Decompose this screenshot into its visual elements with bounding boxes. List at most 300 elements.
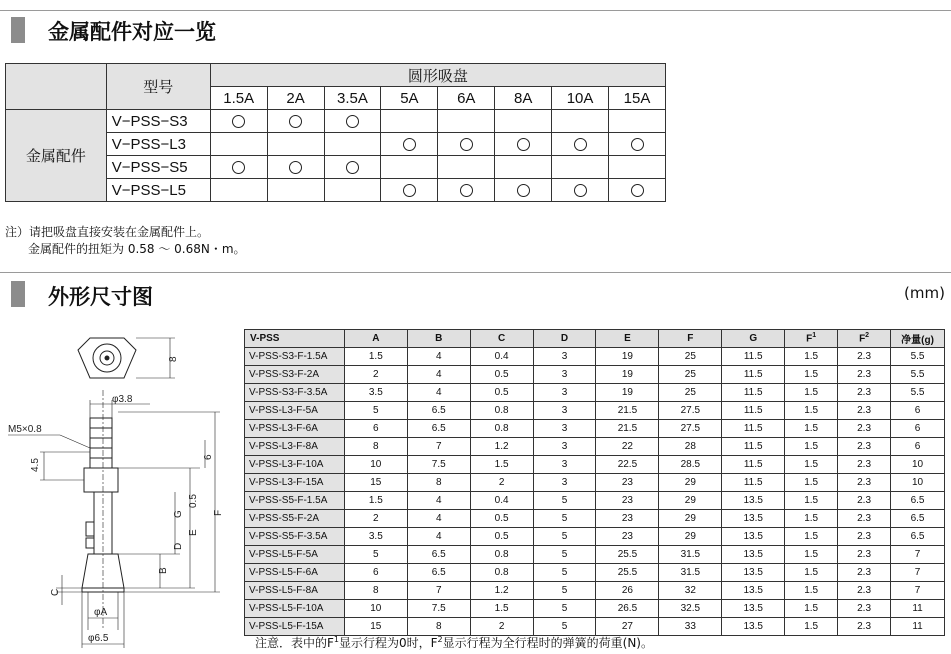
dimension-value: 15: [344, 618, 407, 636]
dimension-value: 1.5: [785, 384, 838, 402]
dimension-value: 28: [659, 438, 722, 456]
compatible-mark-icon: [403, 184, 416, 197]
dimension-value: 2.3: [838, 420, 891, 438]
dimension-value: 2.3: [838, 384, 891, 402]
dimension-header-label: F: [859, 333, 866, 345]
dimension-value: 8: [407, 618, 470, 636]
compat-cell: [324, 179, 381, 202]
dimension-header: [533, 330, 596, 348]
model-code: V-PSS-L3-F-15A: [245, 474, 345, 492]
compat-cell: [552, 156, 609, 179]
dimension-value: 27.5: [659, 420, 722, 438]
dimension-value: 0.8: [470, 420, 533, 438]
label-dim-05: 0.5: [188, 494, 199, 508]
dimension-value: 22.5: [596, 456, 659, 474]
label-d: D: [173, 542, 184, 550]
group-header: 圆形吸盘: [210, 64, 665, 87]
model-code: V-PSS-L5-F-8A: [245, 582, 345, 600]
dimension-value: 25: [659, 384, 722, 402]
dimension-value: 1.5: [785, 528, 838, 546]
dimension-header-label: F: [806, 333, 813, 345]
dimension-header: [722, 330, 785, 348]
size-header: 6A: [438, 87, 495, 110]
dimension-value: 25: [659, 366, 722, 384]
dimension-value: 1.5: [785, 474, 838, 492]
compatible-mark-icon: [232, 115, 245, 128]
dimension-value: 25.5: [596, 546, 659, 564]
dimension-value: 5: [344, 402, 407, 420]
dimension-value: 25: [659, 348, 722, 366]
model-code: V-PSS-S5-F-2A: [245, 510, 345, 528]
compat-cell: [438, 179, 495, 202]
label-dia-top: φ3.8: [112, 394, 133, 405]
size-header: 5A: [381, 87, 438, 110]
dimension-value: 6: [891, 438, 945, 456]
label-dim-6: 6: [203, 454, 214, 460]
dimension-value: 1.5: [785, 366, 838, 384]
dimension-value: 28.5: [659, 456, 722, 474]
dimension-value: 4: [407, 492, 470, 510]
label-dia-bottom: φ6.5: [88, 633, 109, 644]
dimension-value: 13.5: [722, 528, 785, 546]
compat-cell: [609, 156, 666, 179]
compatible-mark-icon: [346, 115, 359, 128]
compatible-mark-icon: [631, 184, 644, 197]
fitting-code: V−PSS−S5: [106, 156, 210, 179]
dimension-row: [245, 510, 945, 528]
dimension-row: [245, 600, 945, 618]
label-dia-a: φA: [94, 607, 108, 618]
dimension-value: 13.5: [722, 564, 785, 582]
unit-label: (mm): [904, 284, 945, 302]
label-thread: M5×0.8: [8, 424, 42, 435]
dimension-value: 1.5: [344, 348, 407, 366]
section2-title: 外形尺寸图: [48, 285, 153, 309]
dimension-value: 6.5: [407, 420, 470, 438]
compatible-mark-icon: [460, 184, 473, 197]
dimension-value: 21.5: [596, 420, 659, 438]
dimension-value: 5: [533, 510, 596, 528]
compat-cell: [438, 156, 495, 179]
dimension-header: [344, 330, 407, 348]
dimension-header-label: V-PSS: [250, 333, 280, 344]
dimension-value: 31.5: [659, 564, 722, 582]
compat-cell: [381, 156, 438, 179]
label-hex: 8: [168, 356, 179, 362]
dimension-value: 1.5: [470, 456, 533, 474]
dimension-value: 8: [344, 582, 407, 600]
fitting-code: V−PSS−L3: [106, 133, 210, 156]
dimension-value: 8: [407, 474, 470, 492]
dimension-value: 23: [596, 492, 659, 510]
compat-cell: [609, 179, 666, 202]
model-code: V-PSS-L3-F-8A: [245, 438, 345, 456]
size-header: 10A: [552, 87, 609, 110]
dimension-value: 32: [659, 582, 722, 600]
dimension-value: 3: [533, 420, 596, 438]
section1-rule: [0, 10, 951, 11]
dimension-value: 1.5: [470, 600, 533, 618]
model-code: V-PSS-L3-F-6A: [245, 420, 345, 438]
dimension-header: [838, 330, 891, 348]
dimension-value: 6.5: [407, 546, 470, 564]
dimension-value: 1.5: [785, 402, 838, 420]
dimension-row: [245, 564, 945, 582]
dimension-value: 4: [407, 366, 470, 384]
dimension-value: 2.3: [838, 402, 891, 420]
compatible-mark-icon: [631, 138, 644, 151]
dimension-value: 13.5: [722, 492, 785, 510]
dimension-value: 5: [344, 546, 407, 564]
dimension-value: 1.5: [785, 510, 838, 528]
size-header: 8A: [495, 87, 552, 110]
dimension-value: 29: [659, 528, 722, 546]
dimension-value: 5: [533, 582, 596, 600]
compat-cell: [324, 110, 381, 133]
dimension-value: 13.5: [722, 510, 785, 528]
dimension-value: 3.5: [344, 528, 407, 546]
dimension-value: 6: [891, 402, 945, 420]
compat-cell: [552, 110, 609, 133]
compat-cell: [267, 179, 324, 202]
compat-cell: [210, 179, 267, 202]
dimension-value: 2.3: [838, 618, 891, 636]
dimension-header-label: A: [372, 333, 380, 344]
dimension-value: 0.4: [470, 492, 533, 510]
dimension-header-sup: 1: [812, 332, 817, 340]
footnote: [255, 634, 653, 651]
dimension-value: 2: [344, 366, 407, 384]
dimension-value: 1.5: [785, 582, 838, 600]
dimension-value: 5: [533, 564, 596, 582]
dimension-value: 1.2: [470, 582, 533, 600]
model-code: V-PSS-L5-F-15A: [245, 618, 345, 636]
dimension-value: 19: [596, 366, 659, 384]
compatible-mark-icon: [517, 184, 530, 197]
compat-cell: [210, 110, 267, 133]
dimension-value: 1.5: [785, 492, 838, 510]
dimension-value: 3: [533, 348, 596, 366]
dimension-value: 5.5: [891, 366, 945, 384]
dimension-header: [891, 330, 945, 348]
dimension-value: 29: [659, 492, 722, 510]
dimension-value: 5.5: [891, 348, 945, 366]
section2-rule: [0, 272, 951, 273]
model-code: V-PSS-S3-F-1.5A: [245, 348, 345, 366]
dimension-value: 2.3: [838, 582, 891, 600]
dimension-value: 11.5: [722, 474, 785, 492]
compatible-mark-icon: [346, 161, 359, 174]
dimension-value: 11.5: [722, 402, 785, 420]
compatible-mark-icon: [574, 138, 587, 151]
dimension-value: 1.5: [785, 564, 838, 582]
dimension-value: 26.5: [596, 600, 659, 618]
dimension-header-label: 净量(g): [901, 335, 934, 346]
dimension-value: 6.5: [407, 402, 470, 420]
dimension-value: 0.5: [470, 510, 533, 528]
label-f: F: [213, 509, 224, 516]
dimension-value: 3: [533, 438, 596, 456]
dimension-value: 0.5: [470, 384, 533, 402]
dimension-value: 2.3: [838, 564, 891, 582]
compat-cell: [438, 110, 495, 133]
dimension-value: 6.5: [407, 564, 470, 582]
compat-cell: [381, 133, 438, 156]
dimension-value: 0.5: [470, 366, 533, 384]
dimension-value: 22: [596, 438, 659, 456]
model-code: V-PSS-L5-F-6A: [245, 564, 345, 582]
dimension-value: 7: [407, 438, 470, 456]
compat-cell: [438, 133, 495, 156]
model-code: V-PSS-S5-F-1.5A: [245, 492, 345, 510]
dimension-value: 11.5: [722, 420, 785, 438]
dimension-row: [245, 618, 945, 636]
section1-marker: [11, 17, 25, 43]
dimension-value: 6: [344, 420, 407, 438]
compat-cell: [381, 179, 438, 202]
dimension-header: [407, 330, 470, 348]
dimension-value: 7.5: [407, 600, 470, 618]
dimension-header-label: B: [435, 333, 443, 344]
dimension-row: [245, 402, 945, 420]
dimension-value: 33: [659, 618, 722, 636]
dimension-row: [245, 384, 945, 402]
model-code: V-PSS-L3-F-5A: [245, 402, 345, 420]
compatible-mark-icon: [574, 184, 587, 197]
dimension-header-label: F: [687, 333, 694, 344]
compatible-mark-icon: [289, 115, 302, 128]
dimension-value: 5: [533, 600, 596, 618]
dimension-value: 27: [596, 618, 659, 636]
dimension-value: 3: [533, 384, 596, 402]
size-header: 2A: [267, 87, 324, 110]
compat-cell: [552, 133, 609, 156]
model-code: V-PSS-L3-F-10A: [245, 456, 345, 474]
dimension-table: [244, 329, 945, 636]
dimension-row: [245, 456, 945, 474]
compatible-mark-icon: [403, 138, 416, 151]
dimension-value: 10: [344, 600, 407, 618]
model-code: V-PSS-S3-F-3.5A: [245, 384, 345, 402]
dimension-value: 7: [891, 564, 945, 582]
dimension-header-label: G: [749, 333, 758, 344]
compat-cell: [267, 133, 324, 156]
dimension-value: 7: [891, 546, 945, 564]
dimension-value: 1.5: [785, 618, 838, 636]
dimension-value: 1.5: [785, 546, 838, 564]
label-b: B: [158, 567, 169, 574]
fitting-thread-section: [90, 418, 112, 468]
dimension-value: 29: [659, 510, 722, 528]
dimension-value: 2.3: [838, 492, 891, 510]
dimension-value: 6.5: [891, 492, 945, 510]
compat-cell: [495, 133, 552, 156]
dimension-row: [245, 348, 945, 366]
dimension-value: 5.5: [891, 384, 945, 402]
compat-cell: [552, 179, 609, 202]
size-header: 3.5A: [324, 87, 381, 110]
compat-row: [6, 110, 666, 133]
dimension-value: 4: [407, 384, 470, 402]
dimension-header-label: C: [498, 333, 506, 344]
compat-cell: [609, 110, 666, 133]
dimension-header-sup: 2: [865, 332, 870, 340]
dimension-value: 19: [596, 348, 659, 366]
dimension-header: [245, 330, 345, 348]
dimension-header: [785, 330, 838, 348]
dimension-value: 1.5: [785, 420, 838, 438]
label-g: G: [173, 510, 184, 518]
dimension-value: 23: [596, 528, 659, 546]
category-label: 金属配件: [6, 110, 107, 202]
dimension-value: 10: [891, 474, 945, 492]
dimension-value: 5: [533, 528, 596, 546]
dimension-value: 5: [533, 492, 596, 510]
dimension-value: 2.3: [838, 528, 891, 546]
footnote-mid: 显示行程为0时，F: [339, 636, 438, 650]
dimension-value: 0.8: [470, 564, 533, 582]
dimension-value: 11: [891, 600, 945, 618]
compatible-mark-icon: [232, 161, 245, 174]
dimension-value: 3: [533, 456, 596, 474]
compatibility-rows: [6, 110, 666, 202]
dimension-value: 25.5: [596, 564, 659, 582]
model-code: V-PSS-L5-F-10A: [245, 600, 345, 618]
dimension-value: 19: [596, 384, 659, 402]
dimension-value: 13.5: [722, 618, 785, 636]
dimension-value: 1.5: [785, 348, 838, 366]
dimension-value: 2.3: [838, 348, 891, 366]
compat-cell: [495, 110, 552, 133]
dimension-value: 7: [891, 582, 945, 600]
dimension-value: 11.5: [722, 366, 785, 384]
compat-cell: [324, 156, 381, 179]
dimension-value: 0.4: [470, 348, 533, 366]
footnote-prefix: 注意．表中的F: [255, 636, 334, 650]
compat-cell: [267, 110, 324, 133]
footnote-sup-2: 2: [437, 635, 443, 644]
compat-cell: [267, 156, 324, 179]
compat-cell: [609, 133, 666, 156]
corner-cell: [6, 64, 107, 110]
note-line-1: 注）请把吸盘直接安装在金属配件上。: [5, 225, 210, 239]
dimension-value: 5: [533, 546, 596, 564]
dimension-value: 11.5: [722, 456, 785, 474]
size-header: 15A: [609, 87, 666, 110]
dimension-value: 7: [407, 582, 470, 600]
fitting-hex-section: [84, 468, 118, 492]
compatible-mark-icon: [517, 138, 530, 151]
footnote-suffix: 显示行程为全行程时的弹簧的荷重(N)。: [442, 636, 653, 650]
compat-cell: [210, 156, 267, 179]
dimension-row: [245, 546, 945, 564]
dimension-header-row: [245, 330, 945, 348]
dimension-row: [245, 582, 945, 600]
dimension-value: 26: [596, 582, 659, 600]
model-code: V-PSS-S5-F-3.5A: [245, 528, 345, 546]
dimension-rows: [245, 348, 945, 636]
fitting-code: V−PSS−L5: [106, 179, 210, 202]
dimension-value: 13.5: [722, 582, 785, 600]
dimension-header-label: D: [560, 333, 569, 344]
dimension-value: 15: [344, 474, 407, 492]
dimension-value: 27.5: [659, 402, 722, 420]
dimension-row: [245, 528, 945, 546]
dimension-value: 32.5: [659, 600, 722, 618]
dimension-row: [245, 366, 945, 384]
size-header: 1.5A: [210, 87, 267, 110]
dimension-value: 2: [344, 510, 407, 528]
dimension-value: 6.5: [891, 528, 945, 546]
dimension-value: 7.5: [407, 456, 470, 474]
dimension-row: [245, 492, 945, 510]
compat-cell: [324, 133, 381, 156]
dimension-value: 3.5: [344, 384, 407, 402]
dimension-value: 11: [891, 618, 945, 636]
dimension-value: 1.2: [470, 438, 533, 456]
model-code: V-PSS-S3-F-2A: [245, 366, 345, 384]
dimension-value: 0.5: [470, 528, 533, 546]
dimension-value: 2.3: [838, 438, 891, 456]
compat-cell: [381, 110, 438, 133]
footnote-sup-1: 1: [333, 635, 339, 644]
dimension-header-label: E: [624, 333, 631, 344]
dimension-value: 23: [596, 474, 659, 492]
dimension-value: 10: [344, 456, 407, 474]
label-dim-45: 4.5: [30, 458, 41, 472]
dimension-value: 8: [344, 438, 407, 456]
dimension-value: 10: [891, 456, 945, 474]
compat-cell: [495, 156, 552, 179]
dimension-row: [245, 474, 945, 492]
dimension-value: 2.3: [838, 510, 891, 528]
dimension-value: 1.5: [785, 456, 838, 474]
dimension-value: 3: [533, 474, 596, 492]
dimension-row: [245, 438, 945, 456]
section2-marker: [11, 281, 25, 307]
dimension-value: 2.3: [838, 546, 891, 564]
compatible-mark-icon: [289, 161, 302, 174]
compatible-mark-icon: [460, 138, 473, 151]
note-line-2: 金属配件的扭矩为 0.58 ～ 0.68N・m。: [28, 242, 246, 256]
dimension-value: 1.5: [344, 492, 407, 510]
dimension-value: 4: [407, 528, 470, 546]
model-code: V-PSS-L5-F-5A: [245, 546, 345, 564]
dimension-value: 21.5: [596, 402, 659, 420]
dimension-header: [596, 330, 659, 348]
dimension-drawing: [0, 330, 238, 654]
dimension-value: 6: [344, 564, 407, 582]
dimension-value: 23: [596, 510, 659, 528]
dimension-value: 2.3: [838, 456, 891, 474]
dimension-value: 4: [407, 348, 470, 366]
dimension-value: 6.5: [891, 510, 945, 528]
dimension-header: [659, 330, 722, 348]
dimension-value: 13.5: [722, 546, 785, 564]
compatibility-table: [5, 63, 666, 202]
dimension-value: 4: [407, 510, 470, 528]
dimension-value: 11.5: [722, 384, 785, 402]
dimension-row: [245, 420, 945, 438]
dimension-value: 2.3: [838, 474, 891, 492]
dimension-header: [470, 330, 533, 348]
dimension-value: 2: [470, 618, 533, 636]
dimension-value: 1.5: [785, 438, 838, 456]
fitting-code: V−PSS−S3: [106, 110, 210, 133]
dimension-value: 2: [470, 474, 533, 492]
label-e: E: [188, 529, 199, 536]
dimension-value: 5: [533, 618, 596, 636]
